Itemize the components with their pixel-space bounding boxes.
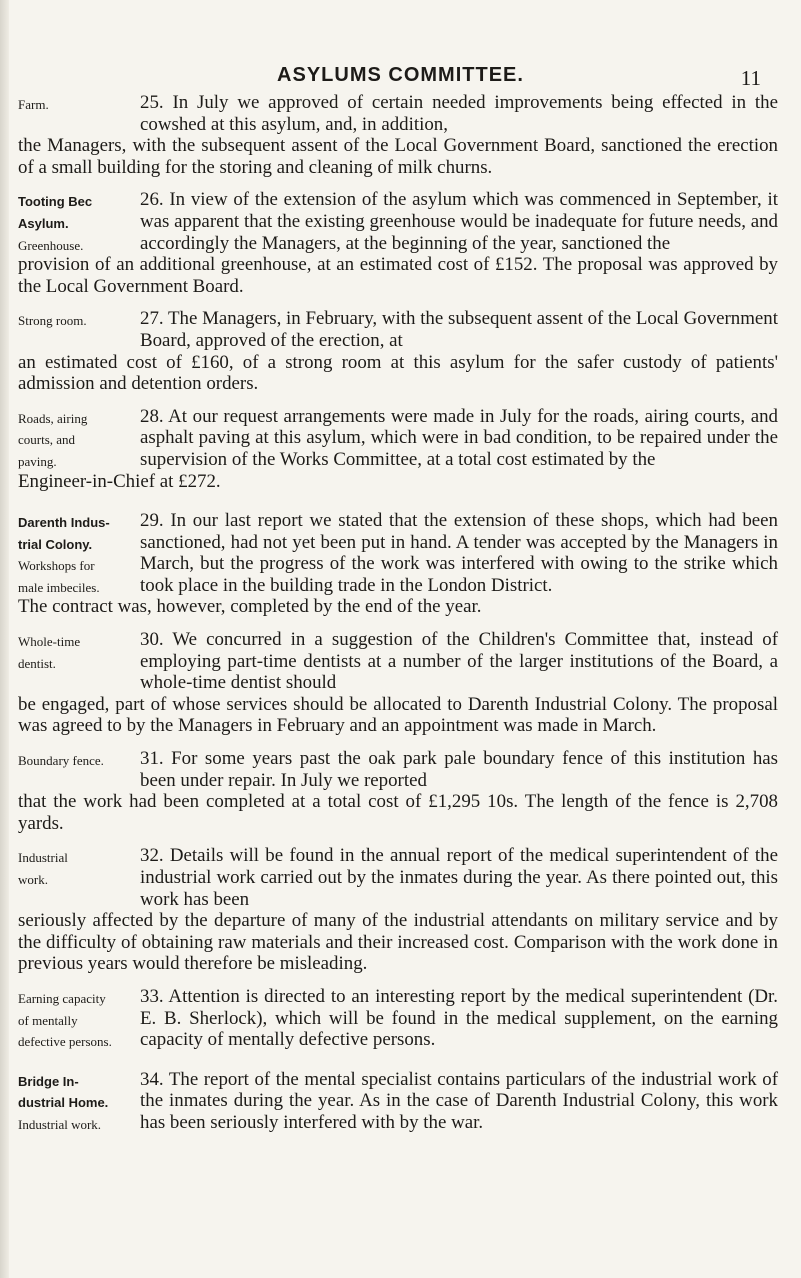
side-note (18, 94, 136, 116)
running-head: ASYLUMS COMMITTEE. (277, 64, 524, 86)
paragraph-lead: 34. The report of the mental specialist contains particulars of the industrial work of the inmates during the year. As in the case of Darenth Industrial Colony, this work has been seriously interfered with by the war. (140, 1068, 778, 1133)
paragraph-lead: 31. For some years past the oak park pale boundary fence of this institution has been under repair. In July we reported (140, 748, 778, 791)
paragraph-lead: 33. Attention is directed to an interesting report by the medical superintendent (Dr. E. B. Sherlock), which will be found in the medical supplement, on the earning capacity of mentally defective persons. (140, 985, 778, 1051)
side-note (18, 750, 136, 772)
side-note-line: Greenhouse. (18, 237, 84, 253)
side-heading: trial Colony. (18, 536, 93, 552)
side-note-line: courts, and (18, 432, 76, 448)
side-heading: Asylum. (18, 215, 69, 231)
paragraph-section (18, 510, 778, 618)
paragraph-section (18, 308, 778, 394)
side-heading: Darenth Indus- (18, 515, 110, 531)
page-edge-shadow (0, 0, 9, 1278)
paragraph-section (18, 406, 778, 492)
side-note-line: Industrial (18, 850, 68, 866)
paragraph-lead: 29. In our last report we stated that the extension of these shops, which had been sanctioned, had not yet been put in hand. A tender was accepted by the Managers in March, but the progress of the work was interfered with owing to the strike which took place in the building trade in the London District. (140, 510, 778, 596)
body-content (18, 92, 778, 1145)
paragraph-continuation: that the work had been completed at a total cost of £1,295 10s. The length of the fence is 2,708 yards. (18, 791, 778, 834)
side-note-line: of mentally (18, 1012, 78, 1028)
paragraph-lead: 25. In July we approved of certain needed improvements being effected in the cowshed at this asylum, and, in addition, (140, 92, 778, 135)
side-note-line: paving. (18, 453, 57, 469)
paragraph-continuation: The contract was, however, completed by the end of the year. (18, 596, 482, 618)
paragraph-section (18, 1069, 778, 1134)
paragraph-section (18, 986, 778, 1051)
paragraph-lead: 32. Details will be found in the annual report of the medical superintendent of the industrial work carried out by the inmates during the year. As there pointed out, this work has been (140, 845, 778, 910)
side-heading: Bridge In- (18, 1073, 79, 1089)
paragraph-continuation: provision of an additional greenhouse, at an estimated cost of £152. The proposal was approved by the Local Government Board. (18, 254, 778, 297)
page-number: 11 (740, 66, 761, 90)
side-note-line: male imbeciles. (18, 579, 100, 595)
page-header (0, 64, 801, 90)
paragraph-continuation: the Managers, with the subsequent assent of the Local Government Board, sanctioned the erection of a small building for the storing and cleaning of milk churns. (18, 135, 778, 178)
paragraph-continuation: be engaged, part of whose services should be allocated to Darenth Industrial Colony. The proposal was agreed to by the Managers in February and an appointment was made in March. (18, 693, 778, 737)
side-note (18, 191, 136, 256)
paragraph-lead: 28. At our request arrangements were made in July for the roads, airing courts, and asphalt paving at this asylum, which were in bad condition, to be repaired under the supervision of the Works Committee, at a total cost estimated by the (140, 405, 778, 470)
side-note-line: Industrial work. (18, 1116, 102, 1132)
side-note-line: Workshops for (18, 558, 95, 574)
side-note-line: Earning capacity (18, 990, 106, 1006)
side-note-line: Roads, airing (18, 410, 88, 426)
side-note-line: defective persons. (18, 1034, 112, 1050)
side-note (18, 310, 136, 332)
side-heading: Tooting Bec (18, 194, 93, 210)
side-note-line: Farm. (18, 97, 49, 112)
paragraph-lead: 27. The Managers, in February, with the subsequent assent of the Local Government Board, approved of the erection, at (140, 308, 778, 351)
paragraph-section (18, 845, 778, 975)
paragraph-continuation: seriously affected by the departure of many of the industrial attendants on military service and by the difficulty of obtaining raw materials and their increased cost. Comparison with the work done in previous years would therefore be misleading. (18, 910, 778, 975)
paragraph-continuation: Engineer-in-Chief at £272. (18, 470, 221, 492)
side-note-line: dentist. (18, 655, 56, 671)
side-note-line: Whole-time (18, 634, 81, 650)
side-note-line: Boundary fence. (18, 753, 104, 769)
side-note-line: work. (18, 872, 48, 887)
side-note (18, 631, 136, 674)
paragraph-section (18, 189, 778, 297)
paragraph-lead: 30. We concurred in a suggestion of the Children's Committee that, instead of employing part-time dentists at a number of the larger institutions of the Board, a whole-time dentist should (140, 629, 778, 694)
side-note (18, 1071, 136, 1136)
paragraph-section (18, 629, 778, 737)
side-heading: dustrial Home. (18, 1095, 109, 1111)
paragraph-continuation: an estimated cost of £160, of a strong room at this asylum for the safer custody of patients' admission and detention orders. (18, 351, 778, 395)
side-note (18, 988, 136, 1053)
side-note (18, 408, 136, 473)
paragraph-section (18, 748, 778, 834)
paragraph-lead: 26. In view of the extension of the asylum which was commenced in September, it was apparent that the existing greenhouse would be inadequate for future needs, and accordingly the Managers, at the beginning of the year, sanctioned the (140, 189, 778, 254)
paragraph-section (18, 92, 778, 178)
side-note (18, 512, 136, 598)
side-note-line: Strong room. (18, 313, 87, 329)
side-note (18, 847, 136, 890)
